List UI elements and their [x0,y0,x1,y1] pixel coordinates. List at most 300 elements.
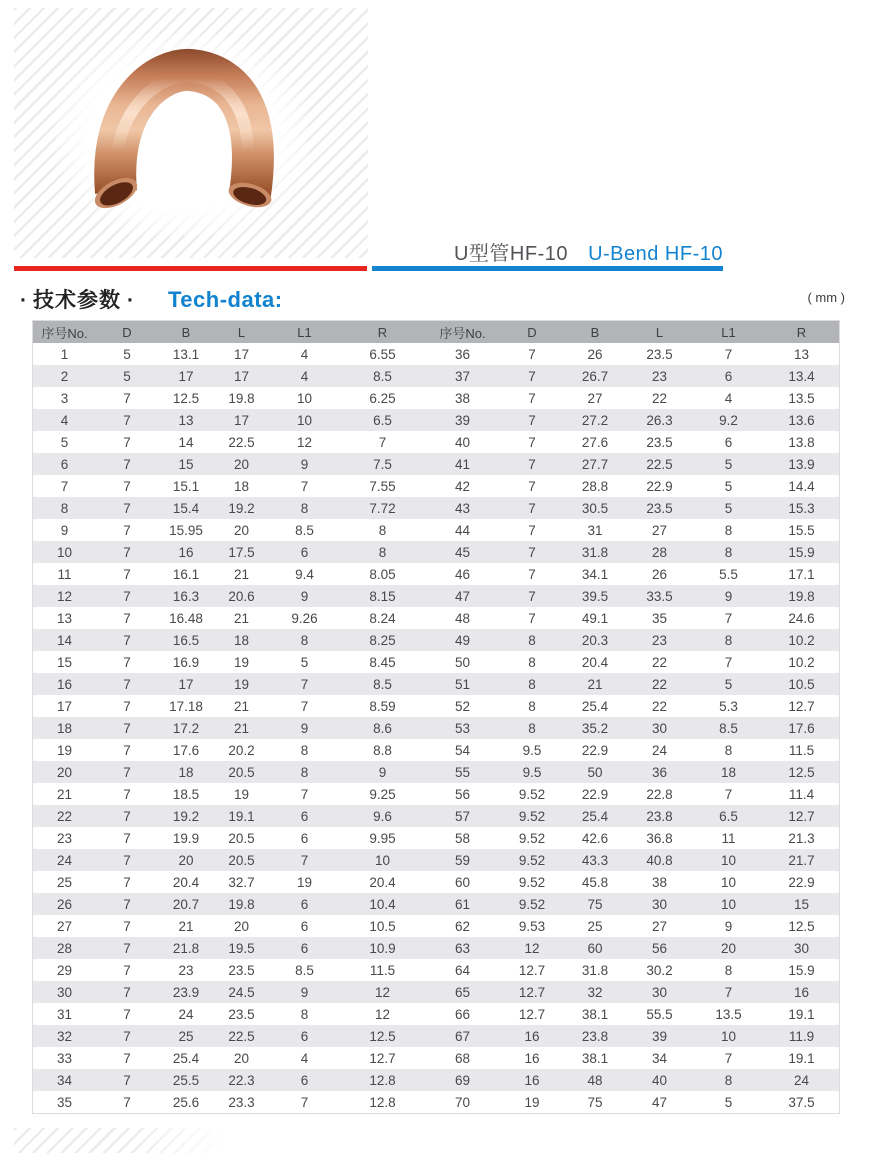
table-cell: 18.5 [172,786,200,802]
table-cell: 8 [724,742,733,758]
table-cell: 9.6 [373,808,392,824]
table-cell: 7 [528,390,536,406]
table-cell: 23.5 [646,500,673,516]
table-cell: 6 [300,918,309,934]
table-cell: 9 [300,720,309,736]
table-cell: 36 [454,346,471,362]
table-cell: 23.8 [581,1028,609,1044]
table-row [33,1047,839,1069]
table-cell: 41 [454,456,471,472]
table-row [33,739,839,761]
tech-table-body [33,343,839,1113]
header-r-right: R [796,324,807,340]
table-row [33,1003,839,1025]
table-cell: 28 [56,940,73,956]
table-cell: 5 [724,478,733,494]
table-cell: 38 [651,874,668,890]
table-row [33,409,839,431]
table-cell: 9.52 [518,852,546,868]
table-cell: 19.1 [788,1050,815,1066]
table-cell: 46 [454,566,471,582]
table-cell: 9.95 [369,830,396,846]
table-cell: 10 [720,1028,737,1044]
table-cell: 15 [178,456,194,472]
table-cell: 16.9 [172,654,200,670]
table-cell: 25 [56,874,73,890]
blue-rule [372,266,723,271]
red-rule [14,266,367,271]
table-cell: 7 [123,676,131,692]
header-b-left: B [181,324,191,340]
table-cell: 7 [123,566,131,582]
table-cell: 7 [123,456,131,472]
table-cell: 12.7 [518,1006,546,1022]
table-cell: 7 [724,984,733,1000]
table-cell: 11.9 [788,1028,815,1044]
table-cell: 45.8 [581,874,609,890]
table-cell: 24 [793,1072,810,1088]
table-cell: 17.18 [169,698,203,714]
table-cell: 10 [296,412,313,428]
table-cell: 22.3 [228,1072,255,1088]
table-cell: 25 [587,918,603,934]
table-cell: 7 [123,588,131,604]
header-b-right: B [590,324,600,340]
table-cell: 15 [793,896,810,912]
table-cell: 27 [651,918,668,934]
product-title-en: U-Bend HF-10 [588,243,723,265]
table-cell: 7 [123,896,131,912]
table-cell: 9.25 [369,786,396,802]
table-cell: 10.5 [788,676,815,692]
table-cell: 7 [123,610,131,626]
table-cell: 53 [454,720,471,736]
table-cell: 12 [374,1006,391,1022]
table-cell: 66 [454,1006,471,1022]
table-cell: 26 [56,896,73,912]
table-cell: 16 [524,1072,540,1088]
table-cell: 10 [720,896,737,912]
table-cell: 34 [651,1050,668,1066]
table-cell: 19 [524,1094,540,1110]
table-cell: 7 [123,654,131,670]
table-cell: 13.1 [172,346,200,362]
table-cell: 4 [300,346,309,362]
table-cell: 21 [233,610,250,626]
table-cell: 16 [524,1028,540,1044]
table-cell: 7 [123,1050,131,1066]
table-cell: 30 [651,896,668,912]
table-cell: 7 [123,830,131,846]
table-cell: 9.2 [719,412,738,428]
table-cell: 17 [178,676,194,692]
table-cell: 24 [651,742,668,758]
header-no-right: 序号No. [439,325,486,341]
table-cell: 8.15 [369,588,396,604]
table-cell: 16.1 [172,566,200,582]
table-cell: 30.2 [646,962,673,978]
table-cell: 30 [651,720,668,736]
table-cell: 18 [233,632,250,648]
table-cell: 64 [454,962,471,978]
table-cell: 5 [60,434,69,450]
table-cell: 20.5 [228,830,255,846]
table-cell: 5 [123,346,131,362]
table-cell: 7 [528,544,536,560]
table-cell: 22.9 [581,742,609,758]
table-cell: 22.5 [228,1028,255,1044]
table-cell: 65 [454,984,471,1000]
table-cell: 7 [123,962,131,978]
table-cell: 4 [300,1050,309,1066]
table-cell: 18 [720,764,737,780]
table-cell: 10 [56,544,73,560]
header-l1-right: L1 [721,324,736,340]
table-cell: 24 [56,852,73,868]
table-cell: 6 [300,940,309,956]
table-cell: 13 [178,412,194,428]
table-cell: 7 [378,434,387,450]
table-cell: 7 [528,412,536,428]
table-cell: 7 [123,1028,131,1044]
table-cell: 4 [300,368,309,384]
table-cell: 47 [651,1094,668,1110]
table-cell: 9.4 [295,566,314,582]
table-cell: 8.5 [295,962,314,978]
table-row [33,937,839,959]
table-cell: 8 [378,544,387,560]
table-cell: 8.59 [369,698,396,714]
table-cell: 22.5 [228,434,255,450]
table-cell: 27 [587,390,603,406]
pipe-body [115,70,253,194]
table-cell: 7 [123,918,131,934]
table-cell: 14.4 [788,478,815,494]
table-cell: 21 [233,720,250,736]
table-cell: 51 [454,676,471,692]
table-cell: 4 [724,390,733,406]
table-cell: 9.26 [291,610,318,626]
table-cell: 22.5 [646,456,673,472]
table-cell: 16 [524,1050,540,1066]
table-cell: 15.9 [788,544,815,560]
table-cell: 43 [454,500,471,516]
table-cell: 25.5 [172,1072,200,1088]
table-cell: 20.4 [581,654,609,670]
table-cell: 19.8 [788,588,815,604]
table-cell: 15.5 [788,522,815,538]
table-cell: 10 [374,852,391,868]
table-cell: 8 [724,962,733,978]
table-cell: 13.5 [788,390,815,406]
table-cell: 39 [454,412,471,428]
table-cell: 7 [123,742,131,758]
table-cell: 20.2 [228,742,255,758]
table-cell: 20 [178,852,194,868]
table-cell: 61 [454,896,471,912]
table-cell: 7 [528,588,536,604]
table-cell: 19.8 [228,390,255,406]
table-row [33,563,839,585]
table-cell: 6.55 [369,346,396,362]
table-cell: 8 [378,522,387,538]
table-cell: 36.8 [646,830,673,846]
table-cell: 18 [233,478,250,494]
heading-dot-right: · [127,289,134,312]
table-cell: 8 [300,632,309,648]
table-cell: 12.7 [518,984,546,1000]
header-l-right: L [655,324,664,340]
table-cell: 38.1 [581,1050,609,1066]
table-cell: 40 [651,1072,668,1088]
table-cell: 39.5 [581,588,609,604]
table-cell: 7 [123,522,131,538]
table-cell: 10 [720,874,737,890]
table-cell: 50 [454,654,471,670]
table-row [33,607,839,629]
table-cell: 7 [123,500,131,516]
table-cell: 27 [651,522,668,538]
table-cell: 7 [123,764,131,780]
table-cell: 7 [123,1006,131,1022]
table-cell: 7 [528,610,536,626]
table-cell: 8.24 [369,610,396,626]
table-cell: 12.7 [788,808,815,824]
unit-label: ( mm ) [807,290,845,305]
table-row [33,871,839,893]
table-cell: 7 [123,852,131,868]
table-cell: 26 [587,346,603,362]
table-cell: 12.8 [369,1094,396,1110]
table-row [33,805,839,827]
table-cell: 10.4 [369,896,396,912]
table-cell: 60 [454,874,471,890]
table-cell: 8 [724,632,733,648]
table-row [33,761,839,783]
table-cell: 14 [178,434,194,450]
table-cell: 16 [56,676,73,692]
table-cell: 7 [724,346,733,362]
table-cell: 27.6 [581,434,609,450]
table-cell: 24.5 [228,984,255,1000]
table-cell: 7.5 [373,456,392,472]
table-cell: 20 [720,940,737,956]
table-cell: 35 [651,610,668,626]
table-cell: 70 [454,1094,471,1110]
table-cell: 15.95 [169,522,203,538]
table-cell: 22.9 [581,786,609,802]
table-cell: 9 [724,918,733,934]
header-no-left: 序号No. [41,325,88,341]
table-cell: 29 [56,962,73,978]
table-cell: 13 [56,610,73,626]
table-cell: 5.5 [719,566,738,582]
table-row [33,1069,839,1091]
table-cell: 12.5 [788,764,815,780]
table-cell: 7 [528,566,536,582]
table-cell: 40.8 [646,852,673,868]
table-cell: 8 [300,500,309,516]
table-cell: 22 [651,390,668,406]
table-cell: 27.2 [581,412,609,428]
table-cell: 17 [178,368,194,384]
table-cell: 18 [56,720,73,736]
table-cell: 17 [233,412,250,428]
table-cell: 5 [724,676,733,692]
table-cell: 13.9 [788,456,815,472]
table-cell: 8 [528,720,536,736]
table-cell: 55 [454,764,471,780]
table-cell: 21 [178,918,194,934]
table-cell: 8.8 [373,742,392,758]
table-cell: 19 [233,654,250,670]
table-cell: 7 [123,544,131,560]
table-cell: 7 [123,786,131,802]
table-cell: 10 [720,852,737,868]
table-cell: 31 [587,522,603,538]
table-cell: 27 [56,918,73,934]
table-cell: 21 [233,698,250,714]
table-cell: 22 [56,808,73,824]
table-cell: 20 [56,764,73,780]
table-row [33,783,839,805]
table-cell: 48 [587,1072,603,1088]
table-cell: 17.6 [788,720,815,736]
table-cell: 6 [300,1072,309,1088]
table-cell: 5.3 [719,698,738,714]
table-cell: 21.3 [788,830,815,846]
table-cell: 62 [454,918,471,934]
table-cell: 5 [724,500,733,516]
table-cell: 7 [528,456,536,472]
table-cell: 6 [300,830,309,846]
table-cell: 7 [123,1094,131,1110]
header-d-left: D [122,324,132,340]
table-cell: 57 [454,808,471,824]
table-row [33,673,839,695]
table-cell: 9 [300,984,309,1000]
table-row [33,1091,839,1113]
table-cell: 25.4 [172,1050,200,1066]
table-cell: 55.5 [646,1006,673,1022]
table-cell: 7 [724,610,733,626]
table-cell: 37.5 [788,1094,815,1110]
product-title [454,237,723,266]
table-cell: 24.6 [788,610,815,626]
table-cell: 1 [60,346,69,362]
table-cell: 20.4 [172,874,200,890]
table-cell: 15.9 [788,962,815,978]
table-cell: 6 [724,434,733,450]
table-cell: 27.7 [581,456,609,472]
table-cell: 7 [123,874,131,890]
table-cell: 9.52 [518,896,546,912]
table-cell: 7 [300,786,309,802]
table-cell: 8 [724,1072,733,1088]
table-cell: 7 [528,368,536,384]
table-cell: 23.5 [228,962,255,978]
table-cell: 13 [793,346,810,362]
table-cell: 6 [60,456,69,472]
table-cell: 17 [233,368,250,384]
table-cell: 7 [123,720,131,736]
table-cell: 28 [651,544,668,560]
table-cell: 8 [300,764,309,780]
table-cell: 12.7 [518,962,546,978]
table-cell: 23.3 [228,1094,255,1110]
table-cell: 7 [724,654,733,670]
table-cell: 52 [454,698,471,714]
table-cell: 10.9 [369,940,396,956]
table-cell: 8 [300,742,309,758]
table-cell: 19.5 [228,940,255,956]
table-cell: 8 [300,1006,309,1022]
table-cell: 21 [587,676,603,692]
table-row [33,981,839,1003]
table-cell: 8 [528,654,536,670]
table-cell: 6.5 [373,412,392,428]
table-cell: 8 [528,632,536,648]
table-cell: 6 [724,368,733,384]
table-cell: 5 [123,368,131,384]
table-cell: 43.3 [581,852,609,868]
table-cell: 5 [300,654,309,670]
table-cell: 8 [528,676,536,692]
table-cell: 22.9 [788,874,815,890]
table-cell: 8 [60,500,69,516]
table-cell: 16.5 [172,632,200,648]
table-cell: 21 [233,566,250,582]
table-cell: 15.1 [172,478,200,494]
table-cell: 17.1 [788,566,815,582]
copper-u-bend-photo [66,42,298,228]
product-title-zh: U型管HF-10 [453,243,568,265]
table-cell: 17.5 [228,544,255,560]
header-l-left: L [237,324,246,340]
table-cell: 12 [374,984,391,1000]
table-cell: 12.5 [788,918,815,934]
table-cell: 19 [56,742,73,758]
table-cell: 6 [300,896,309,912]
table-cell: 9 [378,764,387,780]
header-l1-left: L1 [297,324,312,340]
table-cell: 60 [587,940,603,956]
table-cell: 35.2 [581,720,609,736]
table-row [33,365,839,387]
table-cell: 18 [178,764,194,780]
table-cell: 8.25 [369,632,396,648]
header-r-left: R [377,324,388,340]
table-row [33,717,839,739]
table-cell: 75 [587,896,603,912]
table-cell: 34 [56,1072,73,1088]
table-cell: 7 [300,1094,309,1110]
table-cell: 30 [793,940,810,956]
table-cell: 7 [528,478,536,494]
table-cell: 21.8 [172,940,200,956]
section-heading-zh: 技术参数 [33,289,121,312]
table-cell: 30 [56,984,73,1000]
table-cell: 7 [123,940,131,956]
table-cell: 11 [721,830,736,846]
table-header-row [33,321,839,343]
table-row [33,475,839,497]
table-cell: 2 [60,368,69,384]
table-cell: 49.1 [581,610,609,626]
table-cell: 36 [651,764,668,780]
table-cell: 26.3 [646,412,673,428]
table-row [33,519,839,541]
